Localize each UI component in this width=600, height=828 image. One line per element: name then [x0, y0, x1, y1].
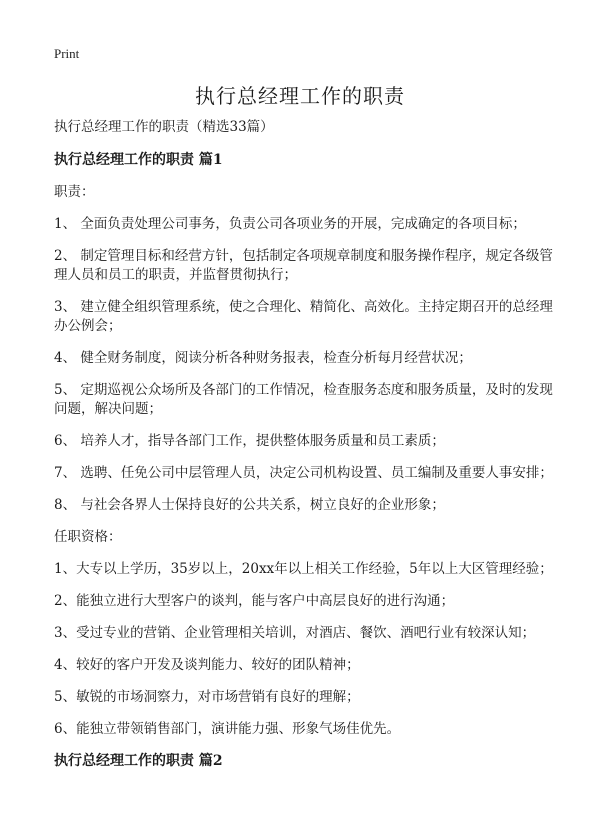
section-heading-1: 执行总经理工作的职责 篇1 [54, 152, 223, 168]
qualification-item: 3、受过专业的营销、企业管理相关培训，对酒店、餐饮、酒吧行业有较深认知； [54, 625, 536, 641]
document-body [54, 118, 554, 771]
duties-label: 职责： [54, 184, 95, 200]
duty-item: 2、 制定管理目标和经营方针，包括制定各项规章制度和服务操作程序，规定各级管理人员和员工的职责，并监督贯彻执行； [54, 248, 553, 283]
duty-item: 8、 与社会各界人士保持良好的公共关系，树立良好的企业形象； [54, 497, 445, 513]
qualification-item: 2、能独立进行大型客户的谈判，能与客户中高层良好的进行沟通； [54, 593, 455, 609]
qualification-item: 4、较好的客户开发及谈判能力、较好的团队精神； [54, 657, 360, 673]
duty-item: 7、 选聘、任免公司中层管理人员，决定公司机构设置、员工编制及重要人事安排； [54, 465, 553, 481]
qualification-item: 6、能独立带领销售部门，演讲能力强、形象气场佳优先。 [54, 721, 401, 737]
section-heading-2: 执行总经理工作的职责 篇2 [54, 753, 223, 769]
duty-item: 4、 健全财务制度，阅读分析各种财务报表，检查分析每月经营状况； [54, 350, 472, 366]
duty-item: 3、 建立健全组织管理系统，使之合理化、精简化、高效化。主持定期召开的总经理办公例会； [54, 299, 553, 334]
duty-item: 1、 全面负责处理公司事务，负责公司各项业务的开展，完成确定的各项目标； [54, 216, 526, 232]
document-subtitle: 执行总经理工作的职责（精选33篇） [54, 119, 274, 135]
page-title: 执行总经理工作的职责 [195, 84, 405, 108]
qualification-item: 5、敏锐的市场洞察力，对市场营销有良好的理解； [54, 689, 360, 705]
duty-item: 5、 定期巡视公众场所及各部门的工作情况，检查服务态度和服务质量，及时的发现问题，解决问题； [54, 382, 553, 417]
print-link[interactable]: Print [54, 46, 80, 61]
qualification-item: 1、大专以上学历，35岁以上，20xx年以上相关工作经验，5年以上大区管理经验； [54, 561, 553, 577]
qualifications-label: 任职资格： [54, 529, 122, 545]
duty-item: 6、 培养人才，指导各部门工作，提供整体服务质量和员工素质； [54, 433, 445, 449]
